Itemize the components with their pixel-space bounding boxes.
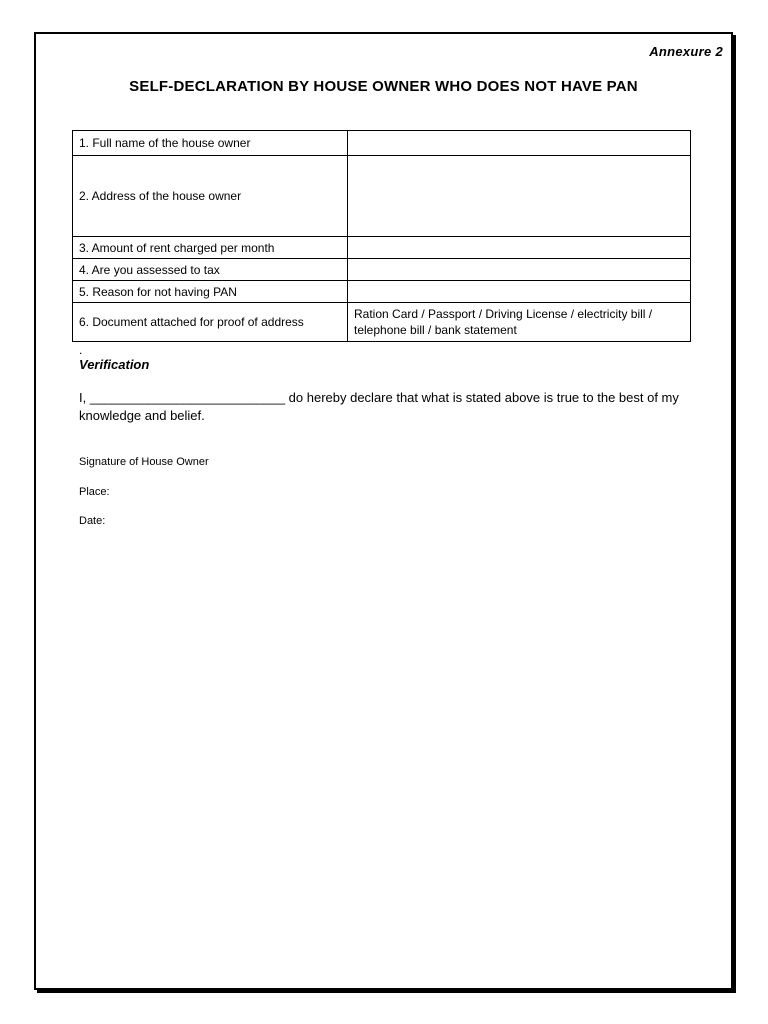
place-label: Place: — [79, 486, 110, 498]
field-label-rent-amount: 3. Amount of rent charged per month — [73, 237, 348, 259]
verification-heading: Verification — [79, 357, 150, 372]
declaration-text: I, ___________________________ do hereby declare that what is stated above is true to the best of my knowledge and belief. — [79, 390, 679, 423]
signature-label: Signature of House Owner — [79, 456, 209, 468]
table-row — [73, 281, 691, 303]
date-label: Date: — [79, 515, 106, 527]
field-value-full-name[interactable] — [348, 131, 691, 156]
table-row — [73, 131, 691, 156]
table-row — [73, 259, 691, 281]
field-value-document-attached: Ration Card / Passport / Driving License / electricity bill / telephone bill / bank statement — [348, 303, 691, 342]
table-row — [73, 303, 691, 342]
table-row — [73, 156, 691, 237]
field-value-assessed-to-tax[interactable] — [348, 259, 691, 281]
page-border — [34, 32, 733, 990]
field-value-address[interactable] — [348, 156, 691, 237]
field-label-document-attached: 6. Document attached for proof of address — [73, 303, 348, 342]
annexure-label: Annexure 2 — [649, 44, 723, 59]
field-label-address: 2. Address of the house owner — [73, 156, 348, 237]
field-label-full-name: 1. Full name of the house owner — [73, 131, 348, 156]
field-label-reason-no-pan: 5. Reason for not having PAN — [73, 281, 348, 303]
field-value-rent-amount[interactable] — [348, 237, 691, 259]
table-row — [73, 237, 691, 259]
declaration-form-table — [72, 130, 691, 342]
field-label-assessed-to-tax: 4. Are you assessed to tax — [73, 259, 348, 281]
field-value-reason-no-pan[interactable] — [348, 281, 691, 303]
stray-dot: . — [79, 343, 83, 357]
page-title: SELF-DECLARATION BY HOUSE OWNER WHO DOES NOT HAVE PAN — [129, 78, 638, 95]
